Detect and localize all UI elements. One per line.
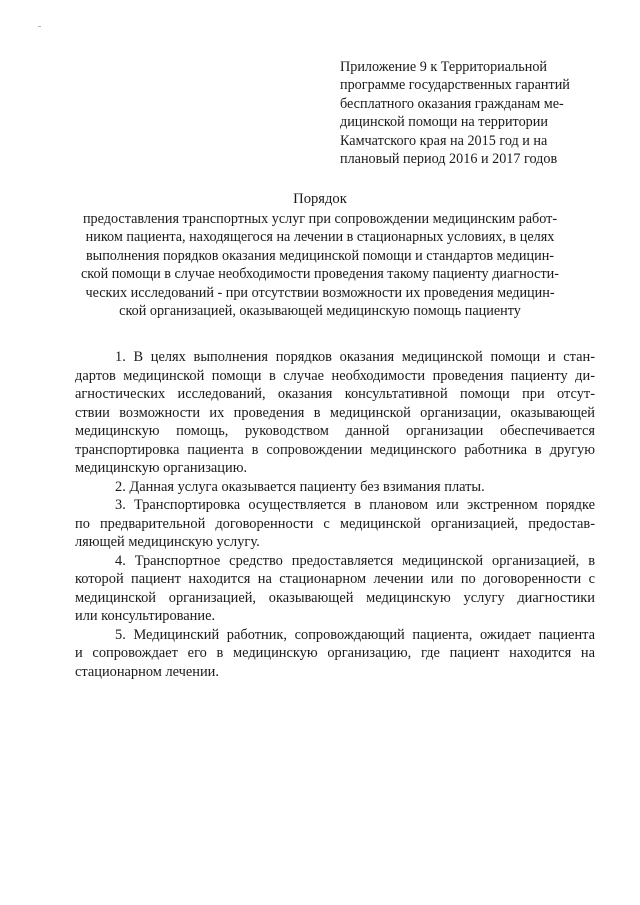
paragraph-3: [75, 496, 595, 552]
subtitle-line: ской организацией, оказывающей медицинскую помощь пациенту: [119, 303, 521, 320]
paragraph-line: по предварительной договоренности с медицинской организацией, предостав-: [75, 515, 595, 532]
document-body: [75, 348, 595, 681]
subtitle-line: предоставления транспортных услуг при сопровождении медицинским работ-: [82, 211, 558, 227]
appendix-line: Приложение 9 к Территориальной: [340, 59, 548, 75]
paragraph-line: 4. Транспортное средство предоставляется медицинской организацией, в: [115, 552, 595, 569]
paragraph-line: ствии возможности их проведения в медицинской организации, оказывающей: [75, 404, 595, 421]
document-subtitle: [60, 210, 580, 320]
subtitle-line: ником пациента, находящегося на лечении в стационарных условиях, в целях: [85, 229, 555, 246]
document-title: Порядок: [293, 191, 347, 207]
subtitle-line: выполнения порядков оказания медицинской помощи и стандартов медицин-: [85, 247, 555, 264]
appendix-line: плановый период 2016 и 2017 годов: [340, 151, 558, 168]
paragraph-line: медицинскую помощь, руководством данной организации обеспечивается: [75, 423, 595, 439]
paragraph-line: стационарном лечении.: [75, 663, 219, 680]
paragraph-line: медицинскую организацию.: [75, 460, 248, 476]
paragraph-1: [75, 348, 595, 478]
paragraph-line: 3. Транспортировка осуществляется в плановом или экстренном порядке: [115, 497, 595, 513]
paragraph-line: 1. В целях выполнения порядков оказания медицинской помощи и стан-: [115, 349, 595, 365]
paragraph-line: или консультирование.: [75, 608, 216, 624]
paragraph-4: [75, 552, 595, 626]
paragraph-5: [75, 626, 595, 682]
paragraph-line: и сопровождает его в медицинскую организацию, где пациент находится на: [75, 645, 595, 661]
paragraph-line: медицинской организацией, оказывающей медицинскую услугу диагностики: [75, 589, 595, 606]
paragraph-line: 5. Медицинский работник, сопровождающий пациента, ожидает пациента: [115, 626, 595, 643]
paragraph-line: 2. Данная услуга оказывается пациенту без взимания платы.: [115, 478, 485, 495]
subtitle-line: ческих исследований - при отсутствии возможности их проведения медицин-: [85, 284, 555, 301]
scan-mark: [38, 26, 41, 27]
paragraph-line: дартов медицинской помощи в случае необходимости проведения пациенту ди-: [75, 367, 595, 384]
paragraph-line: ляющей медицинскую услугу.: [75, 534, 260, 550]
paragraph-line: транспортировка пациента в сопровождении медицинского работника в другую: [75, 441, 595, 458]
appendix-line: программе государственных гарантий: [340, 77, 570, 94]
appendix-header: [340, 58, 590, 168]
appendix-line: дицинской помощи на территории: [340, 114, 548, 131]
appendix-line: Камчатского края на 2015 год и на: [340, 132, 548, 149]
subtitle-line: ской помощи в случае необходимости проведения такому пациенту диагности-: [81, 266, 559, 283]
paragraph-line: которой пациент находится на стационарном лечении или по договоренности с: [75, 571, 595, 587]
paragraph-2: [75, 478, 595, 497]
paragraph-line: агностических исследований, оказания консультативной помощи при отсут-: [75, 386, 595, 402]
appendix-line: бесплатного оказания гражданам ме-: [340, 95, 564, 112]
